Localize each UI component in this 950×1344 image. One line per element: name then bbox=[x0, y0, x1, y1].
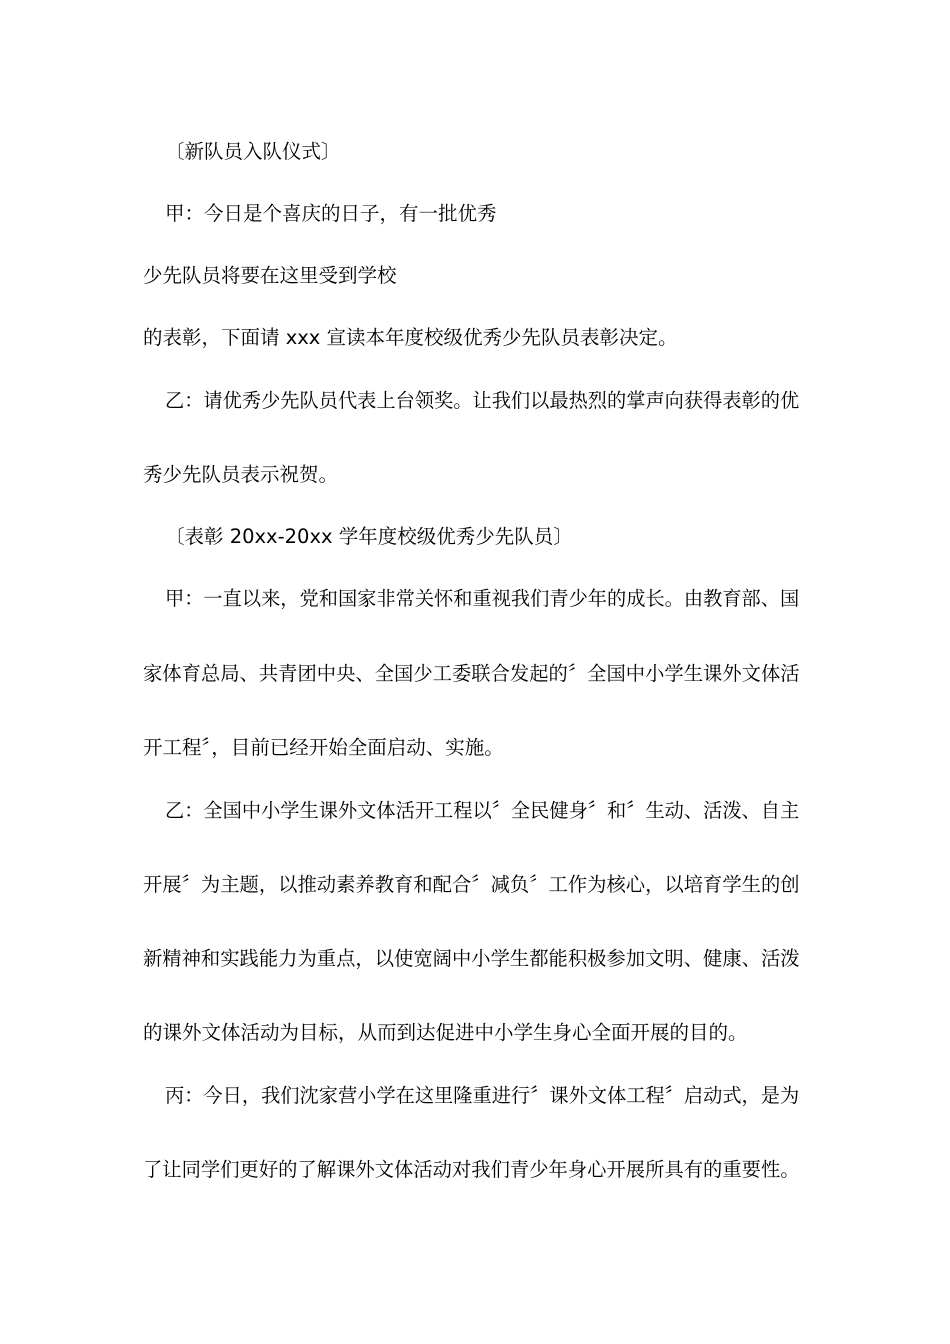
paragraph-line-9: 家体育总局、共青团中央、全国少工委联合发起的〞全国中小学生课外文体活 bbox=[143, 662, 800, 685]
paragraph-line-10: 开工程〞，目前已经开始全面启动、实施。 bbox=[143, 736, 504, 759]
paragraph-line-11: 乙：全国中小学生课外文体活开工程以〞全民健身〞和〞生动、活泼、自主 bbox=[165, 799, 800, 822]
paragraph-line-1: 〔新队员入队仪式〕 bbox=[165, 140, 341, 163]
paragraph-line-2: 甲：今日是个喜庆的日子，有一批优秀 bbox=[165, 202, 497, 225]
paragraph-line-4: 的表彰，下面请 xxx 宣读本年度校级优秀少先队员表彰决定。 bbox=[143, 326, 678, 349]
paragraph-line-14: 的课外文体活动为目标，从而到达促进中小学生身心全面开展的目的。 bbox=[143, 1021, 748, 1044]
paragraph-line-7: 〔表彰 20xx-20xx 学年度校级优秀少先队员〕 bbox=[165, 525, 573, 548]
paragraph-line-6: 秀少先队员表示祝贺。 bbox=[143, 463, 339, 486]
paragraph-line-5: 乙：请优秀少先队员代表上台领奖。让我们以最热烈的掌声向获得表彰的优 bbox=[165, 389, 800, 412]
paragraph-line-13: 新精神和实践能力为重点，以使宽阔中小学生都能积极参加文明、健康、活泼 bbox=[143, 947, 800, 970]
paragraph-line-8: 甲：一直以来，党和国家非常关怀和重视我们青少年的成长。由教育部、国 bbox=[165, 587, 800, 610]
paragraph-line-12: 开展〞为主题，以推动素养教育和配合〞减负〞工作为核心，以培育学生的创 bbox=[143, 873, 800, 896]
paragraph-line-3: 少先队员将要在这里受到学校 bbox=[143, 264, 397, 287]
paragraph-line-16: 了让同学们更好的了解课外文体活动对我们青少年身心开展所具有的重要性。 bbox=[143, 1158, 800, 1181]
paragraph-line-15: 丙：今日，我们沈家营小学在这里隆重进行〞课外文体工程〞启动式，是为 bbox=[165, 1084, 800, 1107]
